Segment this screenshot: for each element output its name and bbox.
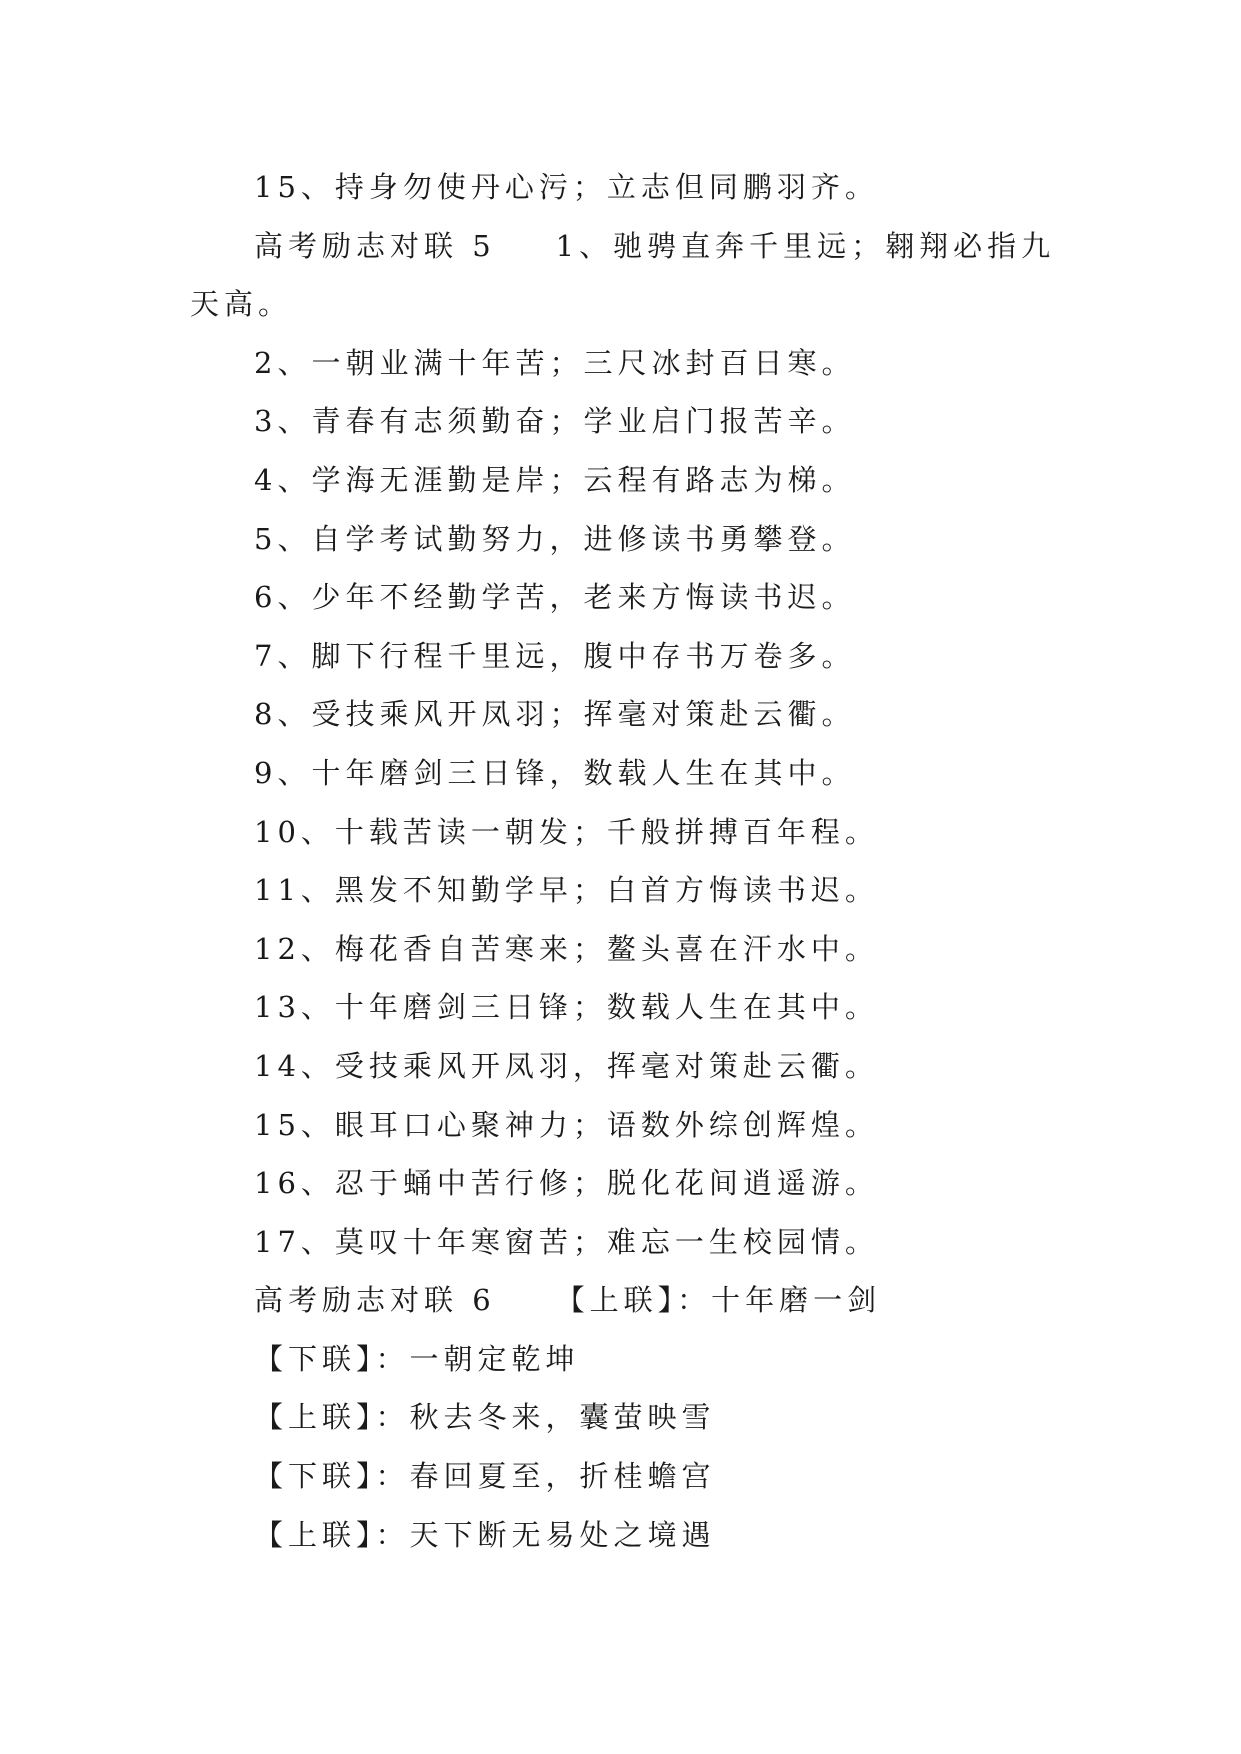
couplet-line: 11、黑发不知勤学早；白首方悔读书迟。 <box>254 873 879 908</box>
section-heading: 高考励志对联 5 <box>254 228 496 263</box>
couplet-line: 6、少年不经勤学苦，老来方悔读书迟。 <box>254 580 856 615</box>
couplet-line: 【上联】：天下断无易处之境遇 <box>254 1517 716 1552</box>
section-heading: 高考励志对联 6 <box>254 1283 496 1318</box>
couplet-text: 【上联】：十年磨一剑 <box>555 1283 882 1318</box>
couplet-line: 9、十年磨剑三日锋，数载人生在其中。 <box>254 755 856 790</box>
couplet-line: 8、受技乘风开凤羽；挥毫对策赴云衢。 <box>254 697 856 732</box>
couplet-line: 7、脚下行程千里远，腹中存书万卷多。 <box>254 638 856 673</box>
couplet-line: 2、一朝业满十年苦；三尺冰封百日寒。 <box>254 345 856 380</box>
couplet-text: 1、驰骋直奔千里远；翱翔必指九天高。 <box>190 228 1056 322</box>
couplet-line: 16、忍于蛹中苦行修；脱化花间逍遥游。 <box>254 1166 879 1201</box>
couplet-line: 【上联】：秋去冬来，囊萤映雪 <box>254 1400 716 1435</box>
couplet-line: 5、自学考试勤努力，进修读书勇攀登。 <box>254 521 856 556</box>
couplet-line: 17、莫叹十年寒窗苦；难忘一生校园情。 <box>254 1224 879 1259</box>
couplet-line: 12、梅花香自苦寒来；鳌头喜在汗水中。 <box>254 931 879 966</box>
couplet-line: 13、十年磨剑三日锋；数载人生在其中。 <box>254 990 879 1025</box>
couplet-line: 【下联】：春回夏至，折桂蟾宫 <box>254 1459 716 1494</box>
section-heading-line <box>190 1271 1060 1330</box>
document-body <box>190 158 1060 1564</box>
couplet-line: 【下联】：一朝定乾坤 <box>254 1341 580 1376</box>
couplet-line: 10、十载苦读一朝发；千般拼搏百年程。 <box>254 814 879 849</box>
couplet-line: 15、眼耳口心聚神力；语数外综创辉煌。 <box>254 1107 879 1142</box>
couplet-line: 4、学海无涯勤是岸；云程有路志为梯。 <box>254 462 856 497</box>
couplet-line: 14、受技乘风开凤羽，挥毫对策赴云衢。 <box>254 1048 879 1083</box>
couplet-line: 3、青春有志须勤奋；学业启门报苦辛。 <box>254 404 856 439</box>
section-heading-line <box>190 217 1060 334</box>
couplet-line: 15、持身勿使丹心污；立志但同鹏羽齐。 <box>254 170 879 204</box>
